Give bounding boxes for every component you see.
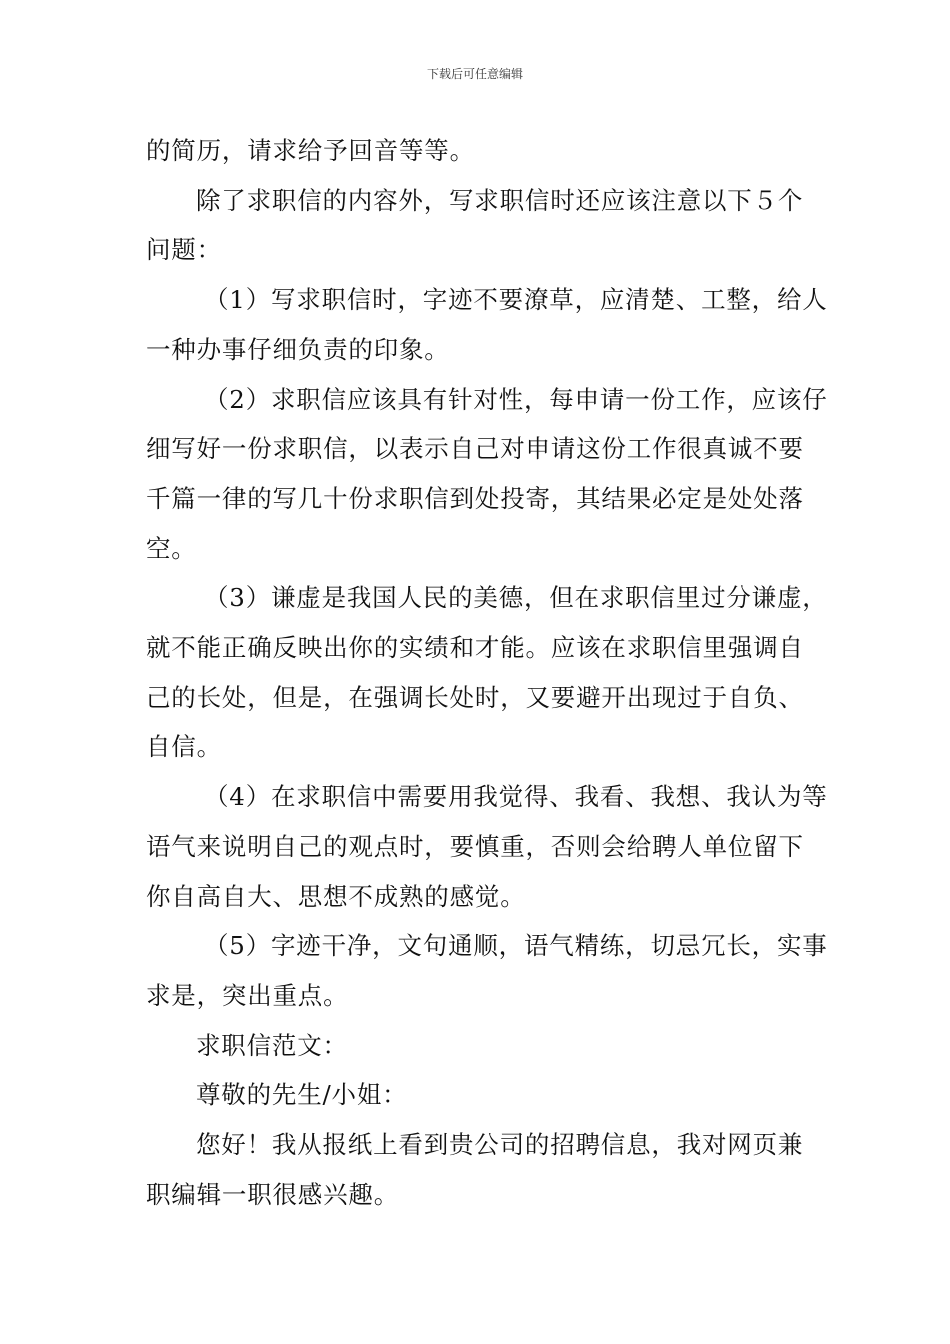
paragraph-note-3: （3）谦虚是我国人民的美德，但在求职信里过分谦虚，就不能正确反映出你的实绩和才能。应该在求职信里强调自己的长处，但是，在强调长处时，又要避开出现过于自负、自信。	[146, 583, 828, 762]
sample-letter-salutation: 尊敬的先生/小姐：	[196, 1080, 408, 1110]
sample-letter-heading: 求职信范文：	[196, 1030, 348, 1060]
paragraph-note-2: （2）求职信应该具有针对性，每申请一份工作，应该仔细写好一份求职信，以表示自己对申请这份工作很真诚不要千篇一律的写几十份求职信到处投寄，其结果必定是处处落空。	[146, 384, 828, 563]
paragraph-notes-intro: 除了求职信的内容外，写求职信时还应该注意以下５个问题：	[146, 185, 804, 265]
paragraph-note-5: （5）字迹干净，文句通顺，语气精练，切忌冗长，实事求是，突出重点。	[146, 931, 828, 1010]
page-header-note: 下载后可任意编辑	[426, 67, 523, 81]
paragraph-resume-reply: 的简历，请求给予回音等等。	[146, 136, 475, 165]
paragraph-note-4: （4）在求职信中需要用我觉得、我看、我想、我认为等语气来说明自己的观点时，要慎重，否则会给聘人单位留下你自高自大、思想不成熟的感觉。	[146, 782, 828, 911]
document-body	[146, 126, 828, 1219]
paragraph-note-1: （1）写求职信时，字迹不要潦草，应清楚、工整，给人一种办事仔细负责的印象。	[146, 285, 828, 364]
sample-letter-opening: 您好！我从报纸上看到贵公司的招聘信息，我对网页兼职编辑一职很感兴趣。	[146, 1130, 804, 1209]
